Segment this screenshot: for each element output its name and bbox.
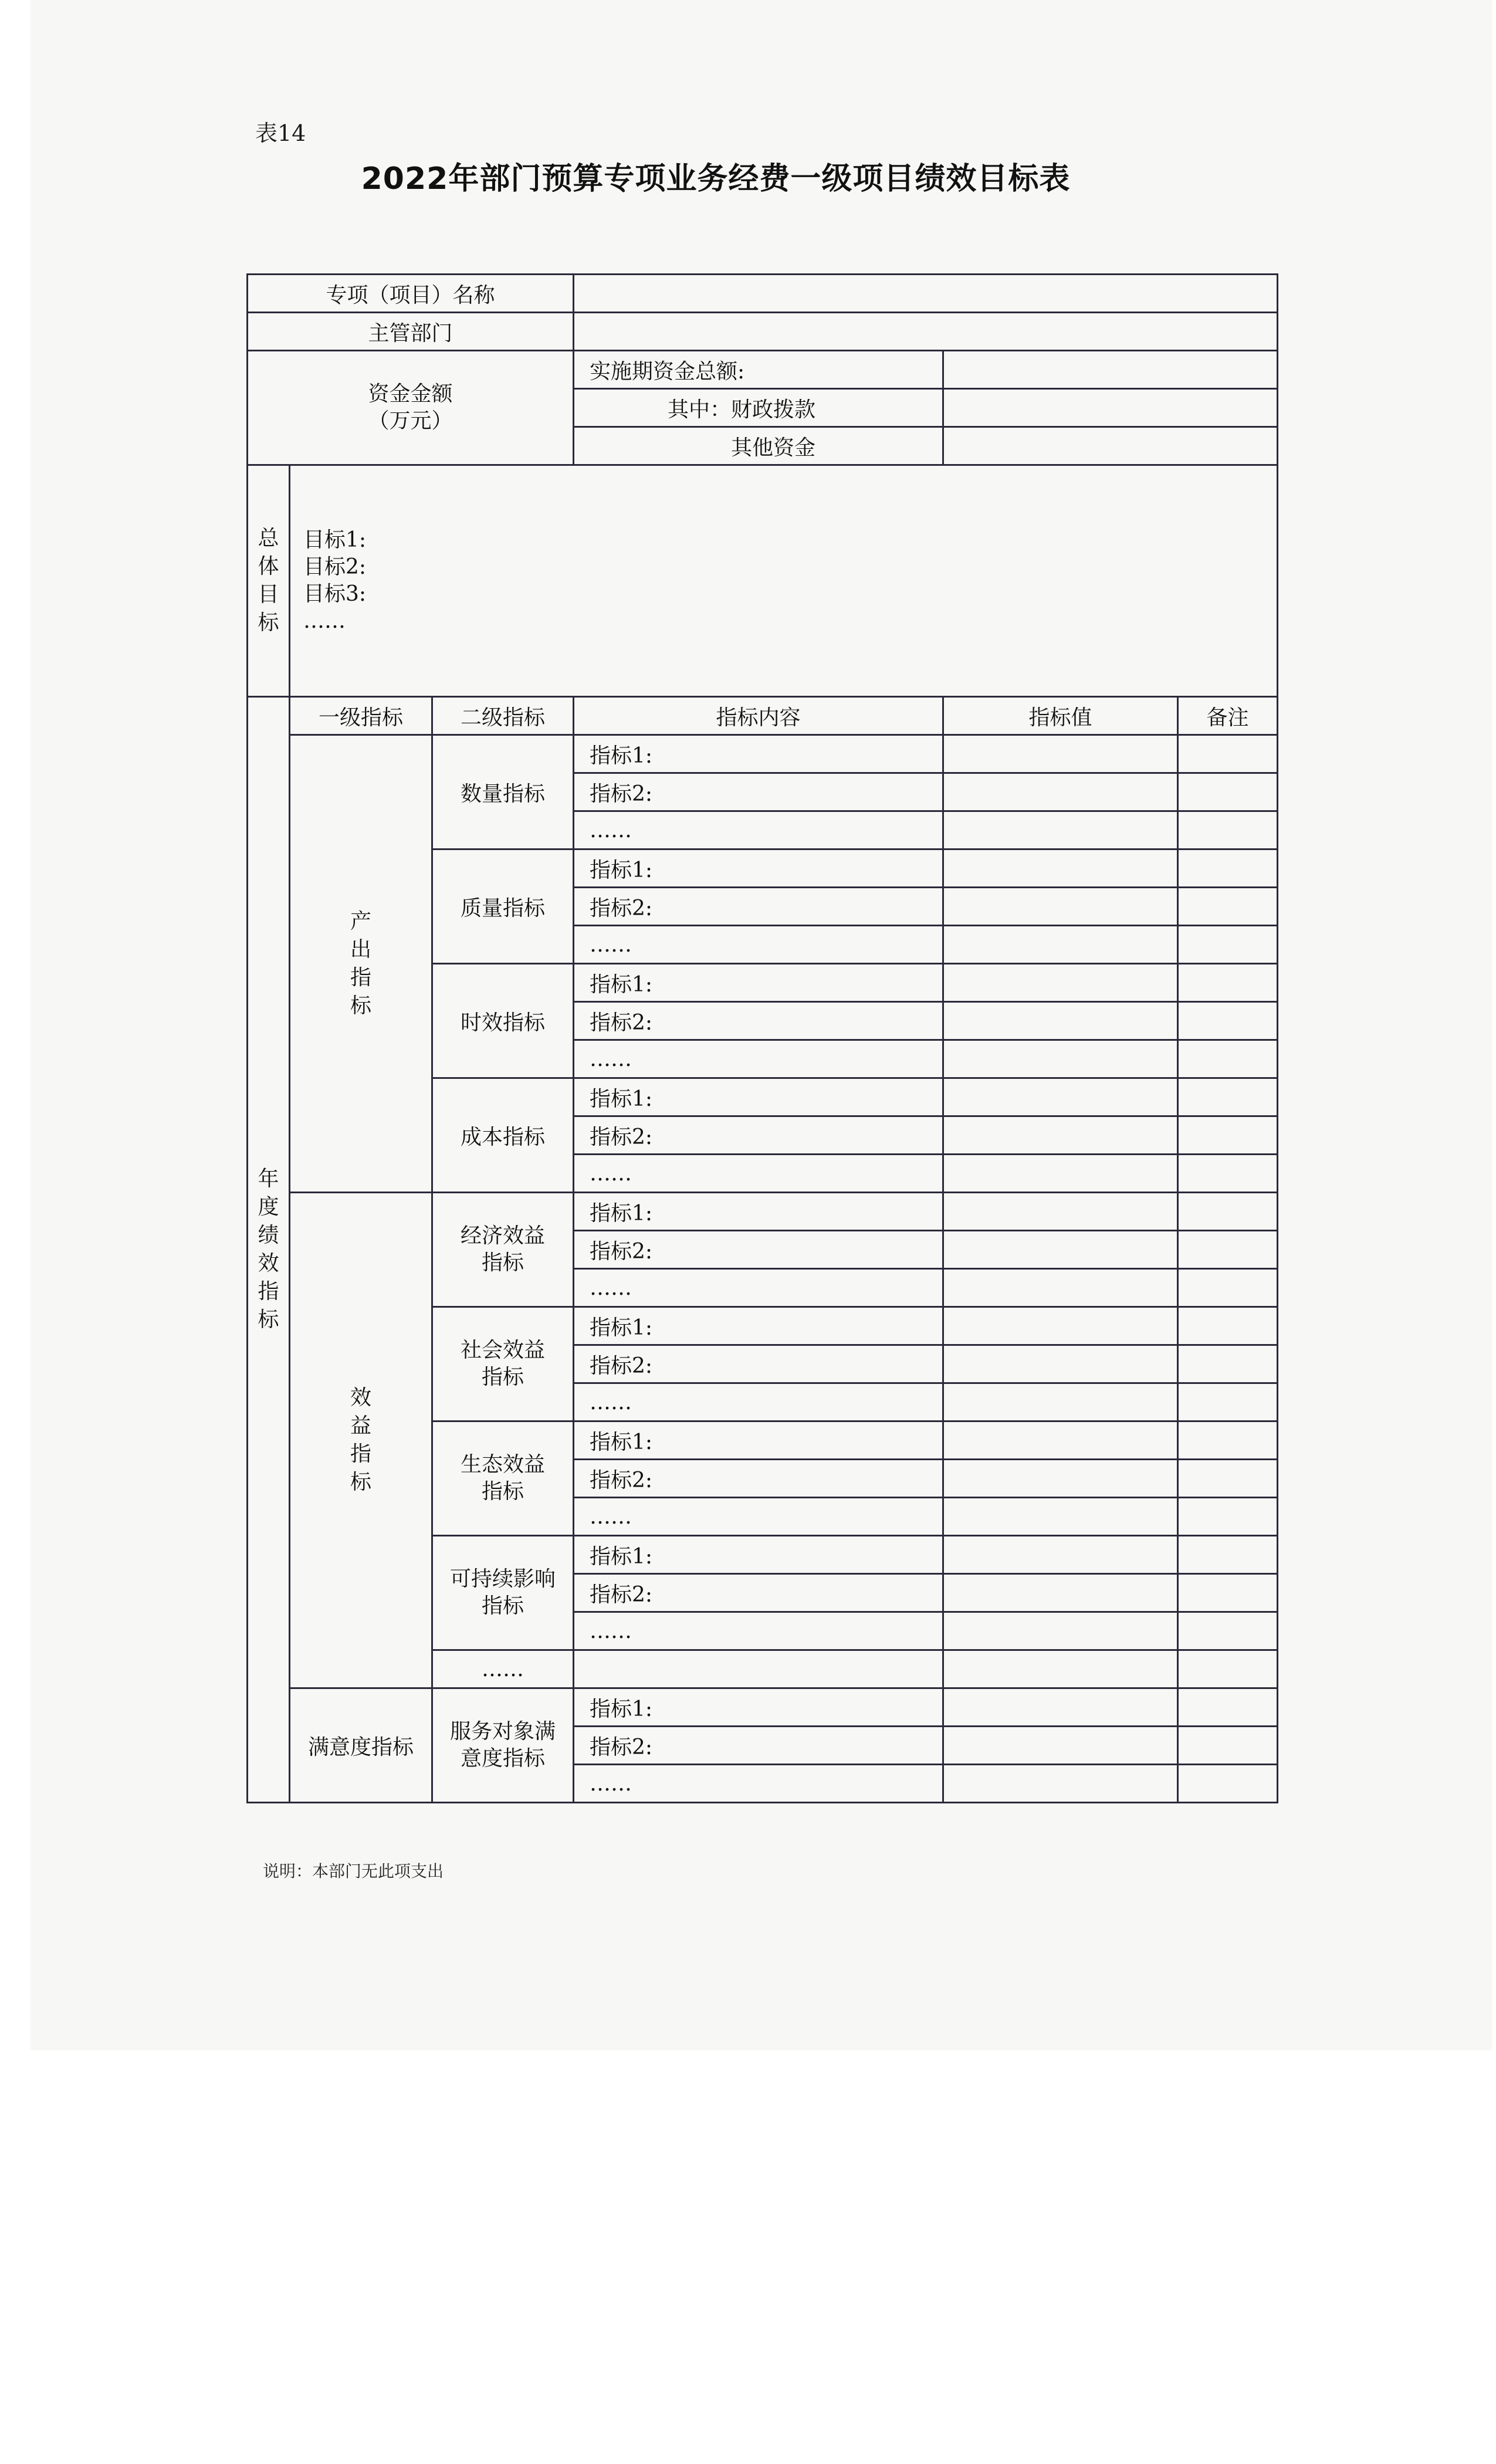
funds-label: 资金金额 <box>368 382 453 406</box>
indicator-remark[interactable] <box>1178 1727 1278 1765</box>
indicator-value[interactable] <box>943 1307 1178 1345</box>
indicator-item: 指标1: <box>574 1307 943 1345</box>
indicator-value[interactable] <box>943 1688 1178 1727</box>
output-indicators-label: 产 出 指 标 <box>290 735 432 1193</box>
indicator-item: …… <box>574 1765 943 1803</box>
cost-indicator: 成本指标 <box>432 1078 574 1193</box>
goal-more: …… <box>303 609 346 633</box>
indicator-header-row <box>248 697 1278 735</box>
department-row <box>248 313 1278 351</box>
indicator-value[interactable] <box>943 1078 1178 1116</box>
indicator-value[interactable] <box>943 1269 1178 1307</box>
department-label: 主管部门 <box>248 313 574 351</box>
total-funds-label: 实施期资金总额: <box>574 351 943 389</box>
quantity-indicator: 数量指标 <box>432 735 574 849</box>
funds-unit: （万元） <box>368 409 453 433</box>
indicator-remark[interactable] <box>1178 1383 1278 1421</box>
indicator-remark[interactable] <box>1178 1498 1278 1536</box>
indicator-remark[interactable] <box>1178 773 1278 811</box>
indicator-value[interactable] <box>943 1155 1178 1193</box>
indicator-value[interactable] <box>943 1612 1178 1650</box>
col-content: 指标内容 <box>574 697 943 735</box>
table-row <box>248 1688 1278 1727</box>
indicator-remark[interactable] <box>1178 1193 1278 1231</box>
indicator-item: 指标1: <box>574 735 943 773</box>
indicator-remark[interactable] <box>1178 1155 1278 1193</box>
goal-1: 目标1: <box>303 528 367 552</box>
goal-3: 目标3: <box>303 582 367 606</box>
indicator-remark[interactable] <box>1178 964 1278 1002</box>
fiscal-funds-label: 其中：财政拨款 <box>574 389 943 427</box>
indicator-item: 指标2: <box>574 1002 943 1040</box>
indicator-remark[interactable] <box>1178 1231 1278 1269</box>
benefit-indicators-label: 效 益 指 标 <box>290 1193 432 1688</box>
project-name-row <box>248 275 1278 313</box>
indicator-value[interactable] <box>943 1650 1178 1688</box>
indicator-value[interactable] <box>943 1002 1178 1040</box>
indicator-remark[interactable] <box>1178 1612 1278 1650</box>
indicator-value[interactable] <box>943 1536 1178 1574</box>
indicator-value[interactable] <box>943 849 1178 888</box>
indicator-item: 指标1: <box>574 964 943 1002</box>
indicator-remark[interactable] <box>1178 849 1278 888</box>
annual-indicators-label: 年 度 绩 效 指 标 <box>248 697 290 1803</box>
ecological-benefit-indicator: 生态效益指标 <box>432 1421 574 1536</box>
indicator-item: 指标2: <box>574 1574 943 1612</box>
indicator-value[interactable] <box>943 735 1178 773</box>
funds-label-cell <box>248 351 574 465</box>
service-satisfaction-indicator: 服务对象满意度指标 <box>432 1688 574 1803</box>
indicator-item: …… <box>574 811 943 849</box>
page-edge <box>0 0 31 2050</box>
indicator-value[interactable] <box>943 773 1178 811</box>
indicator-remark[interactable] <box>1178 1002 1278 1040</box>
indicator-item: 指标1: <box>574 1688 943 1727</box>
table-row <box>248 1193 1278 1231</box>
indicator-value[interactable] <box>943 964 1178 1002</box>
indicator-item: …… <box>574 1612 943 1650</box>
col-level1: 一级指标 <box>290 697 432 735</box>
table-number: 表14 <box>255 120 306 146</box>
col-level2: 二级指标 <box>432 697 574 735</box>
indicator-item: 指标2: <box>574 1345 943 1383</box>
indicator-remark[interactable] <box>1178 1765 1278 1803</box>
indicator-value[interactable] <box>943 1040 1178 1078</box>
indicator-remark[interactable] <box>1178 1650 1278 1688</box>
indicator-remark[interactable] <box>1178 1688 1278 1727</box>
quality-indicator: 质量指标 <box>432 849 574 964</box>
department-value[interactable] <box>574 313 1278 351</box>
indicator-value[interactable] <box>943 1116 1178 1155</box>
indicator-value[interactable] <box>943 1193 1178 1231</box>
indicator-item: …… <box>574 1040 943 1078</box>
indicator-remark[interactable] <box>1178 1116 1278 1155</box>
project-name-label: 专项（项目）名称 <box>248 275 574 313</box>
indicator-remark[interactable] <box>1178 1421 1278 1460</box>
indicator-remark[interactable] <box>1178 1574 1278 1612</box>
sustainable-impact-indicator: 可持续影响指标 <box>432 1536 574 1650</box>
table-row <box>248 735 1278 773</box>
overall-goals-row <box>248 465 1278 697</box>
fiscal-funds-value[interactable] <box>943 389 1278 427</box>
project-name-value[interactable] <box>574 275 1278 313</box>
indicator-value[interactable] <box>943 1727 1178 1765</box>
indicator-item: 指标1: <box>574 1078 943 1116</box>
indicator-remark[interactable] <box>1178 811 1278 849</box>
goal-2: 目标2: <box>303 555 367 579</box>
indicator-item[interactable] <box>574 1650 943 1688</box>
indicator-item: 指标2: <box>574 888 943 926</box>
indicator-item: 指标2: <box>574 773 943 811</box>
indicator-remark[interactable] <box>1178 1078 1278 1116</box>
indicator-item: 指标2: <box>574 1231 943 1269</box>
indicator-item: 指标2: <box>574 1727 943 1765</box>
indicator-remark[interactable] <box>1178 888 1278 926</box>
timeliness-indicator: 时效指标 <box>432 964 574 1078</box>
indicator-remark[interactable] <box>1178 1040 1278 1078</box>
indicator-remark[interactable] <box>1178 1345 1278 1383</box>
indicator-value[interactable] <box>943 1421 1178 1460</box>
overall-goals-content[interactable] <box>290 465 1278 697</box>
satisfaction-indicators-label: 满意度指标 <box>290 1688 432 1803</box>
indicator-value[interactable] <box>943 1574 1178 1612</box>
indicator-item: 指标2: <box>574 1460 943 1498</box>
indicator-value[interactable] <box>943 1765 1178 1803</box>
indicator-value[interactable] <box>943 811 1178 849</box>
other-funds-value[interactable] <box>943 427 1278 465</box>
benefit-more-indicator: …… <box>432 1650 574 1688</box>
indicator-remark[interactable] <box>1178 1269 1278 1307</box>
indicator-item: …… <box>574 1383 943 1421</box>
indicator-item: …… <box>574 1498 943 1536</box>
total-funds-value[interactable] <box>943 351 1278 389</box>
indicator-item: 指标1: <box>574 1536 943 1574</box>
indicator-item: 指标1: <box>574 1421 943 1460</box>
indicator-item: 指标1: <box>574 1193 943 1231</box>
other-funds-label: 其他资金 <box>574 427 943 465</box>
footnote: 说明：本部门无此项支出 <box>263 1861 444 1881</box>
col-remark: 备注 <box>1178 697 1278 735</box>
indicator-item: …… <box>574 926 943 964</box>
indicator-value[interactable] <box>943 888 1178 926</box>
indicator-value[interactable] <box>943 1498 1178 1536</box>
indicator-value[interactable] <box>943 1460 1178 1498</box>
indicator-remark[interactable] <box>1178 1307 1278 1345</box>
performance-target-table <box>246 273 1278 1803</box>
indicator-item: …… <box>574 1269 943 1307</box>
economic-benefit-indicator: 经济效益指标 <box>432 1193 574 1307</box>
page-title: 2022年部门预算专项业务经费一级项目绩效目标表 <box>361 161 1071 197</box>
indicator-item: 指标2: <box>574 1116 943 1155</box>
indicator-value[interactable] <box>943 1383 1178 1421</box>
overall-goals-label: 总 体 目 标 <box>248 465 290 697</box>
social-benefit-indicator: 社会效益指标 <box>432 1307 574 1421</box>
indicator-value[interactable] <box>943 1231 1178 1269</box>
indicator-remark[interactable] <box>1178 735 1278 773</box>
indicator-remark[interactable] <box>1178 1460 1278 1498</box>
total-funds-row <box>248 351 1278 389</box>
indicator-item: …… <box>574 1155 943 1193</box>
indicator-value[interactable] <box>943 1345 1178 1383</box>
indicator-item: 指标1: <box>574 849 943 888</box>
indicator-value[interactable] <box>943 926 1178 964</box>
indicator-remark[interactable] <box>1178 926 1278 964</box>
col-value: 指标值 <box>943 697 1178 735</box>
indicator-remark[interactable] <box>1178 1536 1278 1574</box>
